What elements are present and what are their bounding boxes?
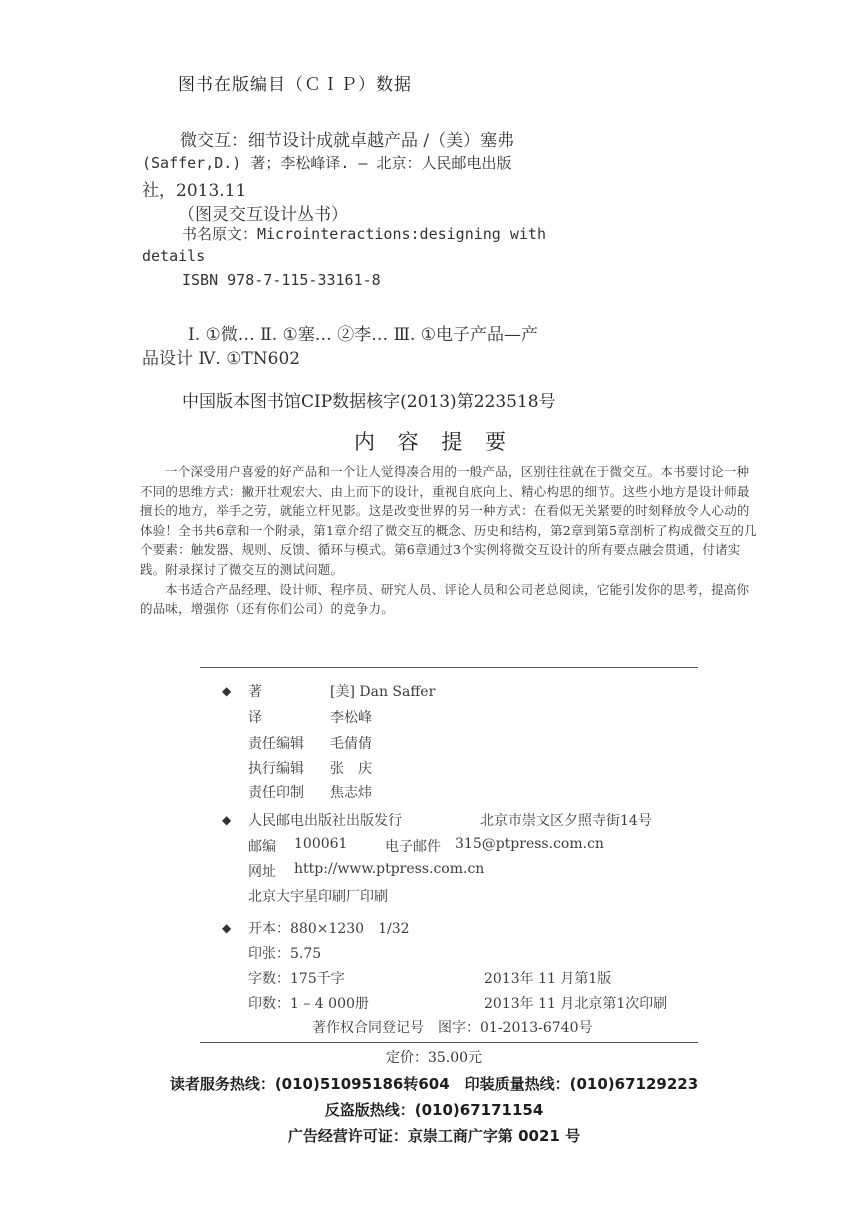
antipiracy-hotline: 反盗版热线：(010)67171154 <box>324 1101 544 1119</box>
isbn: ISBN 978-7-115-33161-8 <box>182 271 381 289</box>
printing: 2013年 11 月北京第1次印刷 <box>484 996 668 1012</box>
service-hotlines: 读者服务热线：(010)51095186转604 印装质量热线：(010)67129223 <box>169 1075 699 1093</box>
divider <box>200 667 698 668</box>
translator-name: 李松峰 <box>330 710 372 726</box>
summary-text <box>140 462 760 619</box>
edition: 2013年 11 月第1版 <box>484 971 612 987</box>
cip-verification: 中国版本图书馆CIP数据核字(2013)第223518号 <box>182 392 556 412</box>
summary-paragraph: 本书适合产品经理、设计师、程序员、研究人员、评论人员和公司老总阅读，它能引发你的思考，提高你的品味，增强你（还有你们公司）的竞争力。 <box>140 581 750 617</box>
word-count: 字数：175千字 <box>248 971 345 987</box>
postcode-label: 邮编 <box>248 839 276 855</box>
website-label: 网址 <box>248 864 276 880</box>
divider <box>200 1042 698 1043</box>
cip-classification: Ⅰ. ①微… Ⅱ. ①塞… ②李… Ⅲ. ①电子产品—产 <box>188 325 539 345</box>
summary-paragraph: 一个深受用户喜爱的好产品和一个让人觉得凑合用的一般产品，区别往往就在于微交互。本书要讨论一种不同的思维方式：撇开壮观宏大、由上而下的设计，重视自底向上、精心构思的细节。这些小地方是设计师最擅长的地方，举手之劳，就能立杆见影。这是改变世界的另一种方式：在看似无关紧要的时刻释放令人心动的体验！全书共6章和一个附录，第1章介绍了微交互的概念、历史和结构，第2章到第5章剖析了构成微交互的几个要素：触发器、规则、反馈、循环与模式。第6章通过3个实例将微交互设计的所有要点融会贯通，付诸实践。附录探讨了微交互的测试问题。 <box>140 464 757 577</box>
sheets: 印张：5.75 <box>248 946 322 962</box>
editor-label: 责任编辑 <box>248 736 304 752</box>
diamond-bullet-icon: ◆ <box>222 813 232 827</box>
exec-editor-label: 执行编辑 <box>248 761 304 777</box>
cip-title: 图书在版编目（ＣＩＰ）数据 <box>178 75 412 95</box>
cip-line: （图灵交互设计丛书） <box>178 205 348 225</box>
publisher-name: 人民邮电出版社出版发行 <box>248 813 402 829</box>
email: 315@ptpress.com.cn <box>455 836 604 852</box>
print-run: 印数：1 – 4 000册 <box>248 996 369 1012</box>
cip-line: (Saffer,D.) 著；李松峰译. — 北京：人民邮电出版 <box>142 154 512 172</box>
printer: 北京大宇星印刷厂印刷 <box>248 889 388 905</box>
author-name: [美] Dan Saffer <box>330 684 436 700</box>
editor-name: 毛倩倩 <box>330 736 372 752</box>
translator-label: 译 <box>248 710 262 726</box>
cip-classification: 品设计 Ⅳ. ①TN602 <box>142 349 301 369</box>
ad-license: 广告经营许可证：京崇工商广字第 0021 号 <box>287 1127 581 1145</box>
cip-line: details <box>142 247 206 265</box>
publisher-address: 北京市崇文区夕照寺街14号 <box>480 813 652 829</box>
author-label: 著 <box>248 684 262 700</box>
format: 开本：880×1230 1/32 <box>248 921 410 937</box>
exec-editor-name: 张 庆 <box>330 761 372 777</box>
diamond-bullet-icon: ◆ <box>222 921 232 935</box>
postcode: 100061 <box>294 836 348 852</box>
website: http://www.ptpress.com.cn <box>294 861 485 877</box>
price: 定价：35.00元 <box>385 1050 483 1066</box>
diamond-bullet-icon: ◆ <box>222 684 232 698</box>
copyright-registration: 著作权合同登记号 图字：01-2013-6740号 <box>312 1020 593 1036</box>
summary-heading: 内 容 提 要 <box>353 430 515 454</box>
cip-line: 书名原文：Microinteractions:designing with <box>182 225 546 243</box>
print-manager-label: 责任印制 <box>248 785 304 801</box>
email-label: 电子邮件 <box>385 839 441 855</box>
cip-line: 微交互：细节设计成就卓越产品 /（美）塞弗 <box>180 131 515 151</box>
cip-line: 社，2013.11 <box>142 181 247 201</box>
print-manager-name: 焦志炜 <box>330 785 372 801</box>
